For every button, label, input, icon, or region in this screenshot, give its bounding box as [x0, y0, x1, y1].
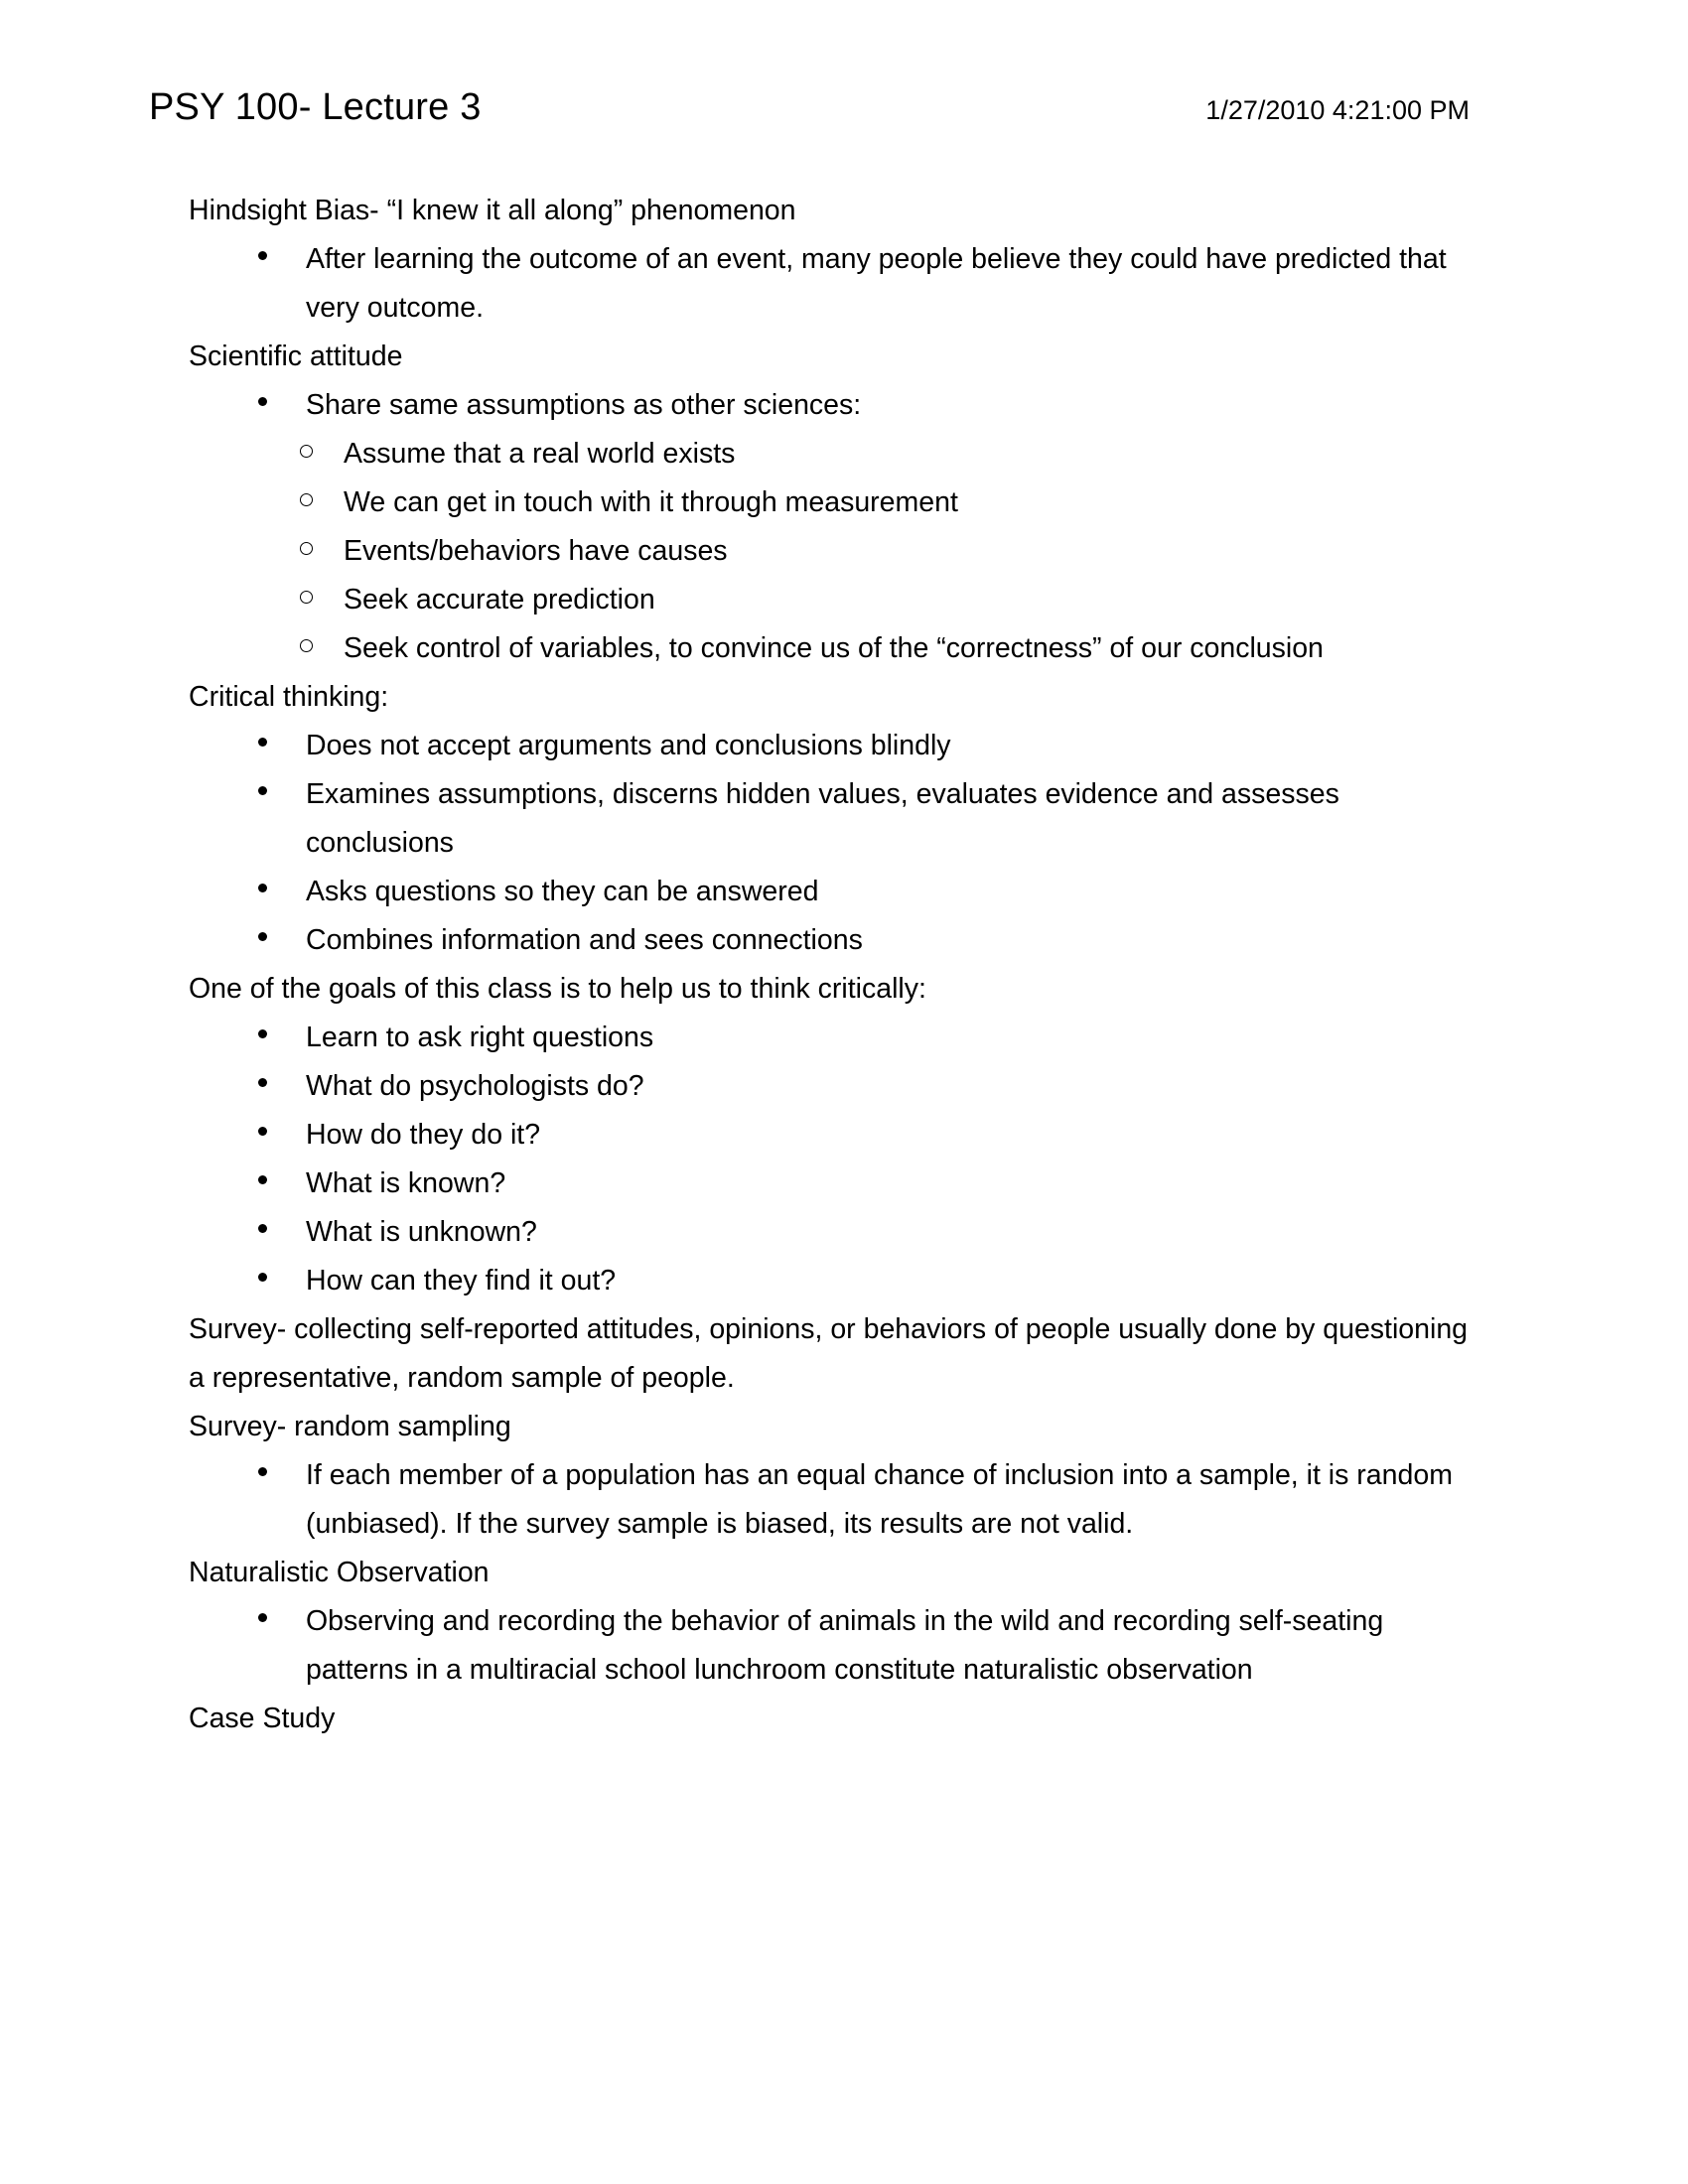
- outline-paragraph: Scientific attitude: [189, 341, 403, 372]
- bullet-dot-shape: [258, 884, 267, 892]
- outline-item-text: What is known?: [306, 1167, 506, 1199]
- bullet-dot-icon: [258, 381, 306, 430]
- outline-item-text: Does not accept arguments and conclusions blindly: [306, 730, 951, 761]
- bullet-dot-shape: [258, 1127, 267, 1136]
- page-title: PSY 100- Lecture 3: [149, 86, 482, 128]
- outline-item-text: Seek accurate prediction: [344, 584, 655, 615]
- outline-item-text: After learning the outcome of an event, many people believe they could have predicted that very outcome.: [306, 243, 1447, 324]
- outline-item-text: Share same assumptions as other sciences:: [306, 389, 862, 421]
- outline-bullet-item: [189, 1160, 1470, 1208]
- outline-paragraph: Case Study: [189, 1703, 336, 1734]
- bullet-dot-shape: [258, 1467, 267, 1476]
- outline-paragraph: Hindsight Bias- “I knew it all along” phenomenon: [189, 195, 796, 226]
- outline-subbullet-item: [189, 527, 1470, 576]
- outline-bullet-item: [189, 1111, 1470, 1160]
- bullet-dot-shape: [258, 1224, 267, 1233]
- outline-bullet-item: [189, 916, 1470, 965]
- outline-item-text: If each member of a population has an equal chance of inclusion into a sample, it is random (unbiased). If the survey sample is biased, its results are not valid.: [306, 1459, 1453, 1540]
- bullet-dot-icon: [258, 916, 306, 965]
- outline-bullet-item: [189, 1257, 1470, 1305]
- bullet-dot-icon: [258, 1014, 306, 1062]
- bullet-dot-shape: [258, 397, 267, 406]
- bullet-dot-icon: [258, 770, 306, 819]
- bullet-dot-icon: [258, 868, 306, 916]
- bullet-dot-shape: [258, 738, 267, 747]
- outline-item-text: Seek control of variables, to convince us of the “correctness” of our conclusion: [344, 632, 1324, 664]
- outline-bullet-item: [189, 770, 1470, 868]
- bullet-circle-shape: [300, 591, 313, 604]
- bullet-dot-shape: [258, 1029, 267, 1038]
- outline-paragraph: Critical thinking:: [189, 681, 389, 713]
- bullet-dot-icon: [258, 235, 306, 284]
- bullet-circle-shape: [300, 639, 313, 652]
- outline-item-text: How can they find it out?: [306, 1265, 617, 1297]
- bullet-circle-icon: [300, 527, 344, 576]
- outline-subbullet-item: [189, 430, 1470, 478]
- bullet-dot-icon: [258, 1597, 306, 1646]
- outline-paragraph: One of the goals of this class is to help us to think critically:: [189, 973, 926, 1005]
- bullet-dot-shape: [258, 1273, 267, 1282]
- bullet-dot-icon: [258, 1062, 306, 1111]
- outline-item-text: Examines assumptions, discerns hidden values, evaluates evidence and assesses conclusions: [306, 778, 1339, 859]
- bullet-dot-shape: [258, 251, 267, 260]
- document-body: [189, 187, 1470, 1743]
- bullet-dot-icon: [258, 1208, 306, 1257]
- outline-bullet-item: [189, 1451, 1470, 1549]
- document-timestamp: 1/27/2010 4:21:00 PM: [1205, 95, 1470, 125]
- bullet-dot-shape: [258, 786, 267, 795]
- outline-item-text: What is unknown?: [306, 1216, 537, 1248]
- outline-bullet-item: [189, 1014, 1470, 1062]
- bullet-circle-shape: [300, 493, 313, 506]
- outline-bullet-item: [189, 1597, 1470, 1695]
- outline-bullet-item: [189, 1062, 1470, 1111]
- outline-item-text: What do psychologists do?: [306, 1070, 644, 1102]
- outline-paragraph: Survey- collecting self-reported attitudes, opinions, or behaviors of people usually done by questioning a representative, random sample of people.: [189, 1313, 1469, 1394]
- bullet-circle-shape: [300, 445, 313, 458]
- outline-item-text: Combines information and sees connections: [306, 924, 863, 956]
- bullet-dot-icon: [258, 722, 306, 770]
- bullet-dot-icon: [258, 1451, 306, 1500]
- outline-bullet-item: [189, 722, 1470, 770]
- bullet-circle-icon: [300, 430, 344, 478]
- bullet-circle-icon: [300, 576, 344, 624]
- bullet-circle-shape: [300, 542, 313, 555]
- outline-item-text: We can get in touch with it through measurement: [344, 486, 958, 518]
- outline-item-text: How do they do it?: [306, 1119, 541, 1151]
- outline-bullet-item: [189, 381, 1470, 430]
- outline-subbullet-item: [189, 576, 1470, 624]
- bullet-dot-icon: [258, 1257, 306, 1305]
- outline-paragraph: Survey- random sampling: [189, 1411, 511, 1442]
- bullet-dot-shape: [258, 932, 267, 941]
- bullet-dot-shape: [258, 1078, 267, 1087]
- outline-item-text: Observing and recording the behavior of animals in the wild and recording self-seating patterns in a multiracial school lunchroom constitute naturalistic observation: [306, 1605, 1384, 1686]
- bullet-circle-icon: [300, 624, 344, 673]
- outline-item-text: Asks questions so they can be answered: [306, 876, 819, 907]
- bullet-dot-icon: [258, 1111, 306, 1160]
- outline-bullet-item: [189, 1208, 1470, 1257]
- bullet-circle-icon: [300, 478, 344, 527]
- outline-bullet-item: [189, 868, 1470, 916]
- bullet-dot-shape: [258, 1613, 267, 1622]
- outline-item-text: Learn to ask right questions: [306, 1022, 654, 1053]
- bullet-dot-shape: [258, 1175, 267, 1184]
- outline-item-text: Events/behaviors have causes: [344, 535, 728, 567]
- outline-subbullet-item: [189, 478, 1470, 527]
- outline-bullet-item: [189, 235, 1470, 333]
- outline-paragraph: Naturalistic Observation: [189, 1557, 490, 1588]
- bullet-dot-icon: [258, 1160, 306, 1208]
- document-header: [149, 87, 1470, 129]
- outline-item-text: Assume that a real world exists: [344, 438, 736, 470]
- outline-subbullet-item: [189, 624, 1470, 673]
